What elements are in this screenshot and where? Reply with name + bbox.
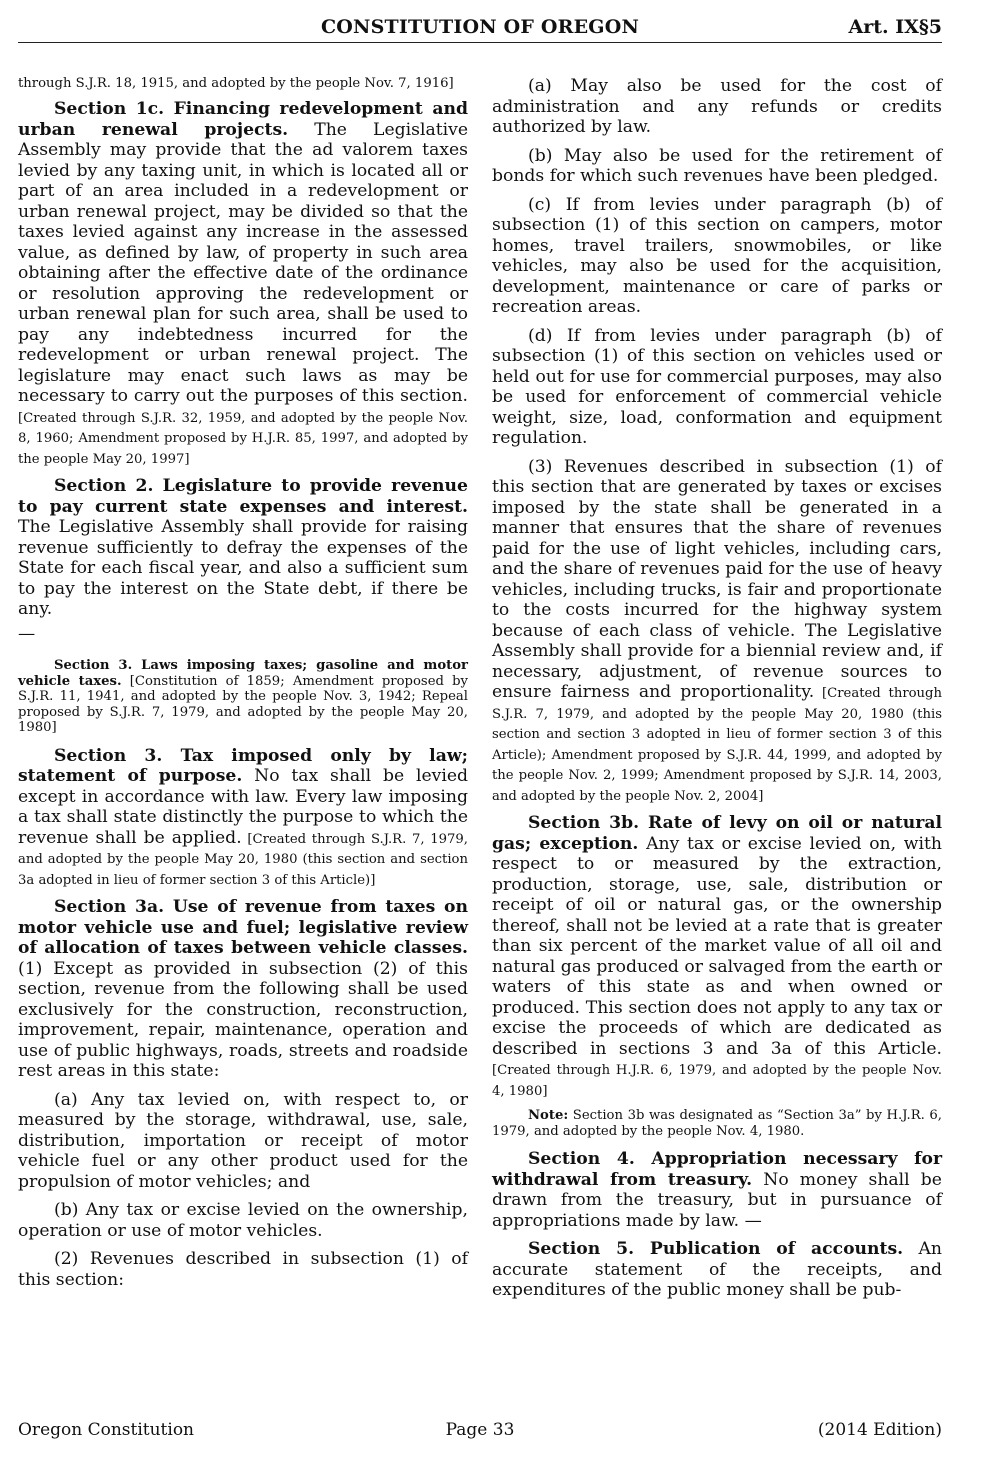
- section-5-text: An accurate statement of the receipts, and expenditures of the public money shall be pub-: [492, 1239, 942, 1300]
- section-4: [492, 1149, 942, 1231]
- right-column: [492, 76, 942, 1309]
- section-5: [492, 1239, 942, 1301]
- citation-text: through S.J.R. 18, 1915, and adopted by the people Nov. 7, 1916]: [18, 76, 454, 91]
- section-1c-text: The Legislative Assembly may provide that the ad valorem taxes levied by any taxing unit, in which is located all or part of an area included in a redevelopment or urban renewal project, may be divided so that the taxes levied against any increase in the assessed value, as defined by law, of property in such area obtaining after the effective date of the ordinance or resolution approving the redevelopment or urban renewal plan for such area, shall be used to pay any indebtedness incurred for the redevelopment or urban renewal project. The legislature may enact such laws as may be necessary to carry out the purposes of this section.: [18, 119, 468, 406]
- subsection-2-paragraph-a: (a) May also be used for the cost of administration and any refunds or credits authorized by law.: [492, 76, 942, 137]
- section-1c-citation: [Created through S.J.R. 32, 1959, and adopted by the people Nov. 8, 1960; Amendment proposed by H.J.R. 85, 1997, and adopted by the people May 20, 1997]: [18, 410, 468, 467]
- note-label: Note:: [528, 1108, 569, 1123]
- section-3a-paragraph-a: (a) Any tax levied on, with respect to, or measured by the storage, withdrawal, use, sale, distribution, importation or receipt of motor vehicle fuel or any other product used for the propulsion of motor vehicles; and: [18, 1089, 468, 1192]
- section-3: [18, 746, 468, 890]
- section-3a-heading: Section 3a. Use of revenue from taxes on motor vehicle use and fuel; legislative review of allocation of taxes between vehicle classes.: [18, 897, 468, 958]
- subsection-2-paragraph-c: (c) If from levies under paragraph (b) of subsection (1) of this section on campers, motor homes, travel trailers, snowmobiles, or like vehicles, may also be used for the acquisition, development, maintenance or care of parks or recreation areas.: [492, 194, 942, 317]
- section-4-heading: Section 4. Appropriation necessary for withdrawal from treasury.: [492, 1149, 942, 1190]
- section-3b-heading: Section 3b. Rate of levy on oil or natural gas; exception.: [492, 813, 942, 854]
- section-3-repealed-text: [Constitution of 1859; Amendment proposed by S.J.R. 11, 1941, and adopted by the people Nov. 3, 1942; Repeal proposed by S.J.R. 7, 1979, and adopted by the people May 20, 1980]: [18, 673, 469, 735]
- page-number: Page 33: [445, 1420, 515, 1440]
- section-2-text: The Legislative Assembly shall provide for raising revenue sufficiently to defray the expenses of the State for each fiscal year, and also a sufficient sum to pay the interest on the State debt, if there be any.: [18, 517, 468, 619]
- note: [492, 1108, 942, 1139]
- section-2-dash: —: [18, 623, 36, 644]
- section-5-heading: Section 5. Publication of accounts.: [528, 1239, 904, 1259]
- subsection-2-paragraph-b: (b) May also be used for the retirement of bonds for which such revenues have been pledged.: [492, 145, 942, 186]
- section-3a-paragraph-b: (b) Any tax or excise levied on the ownership, operation or use of motor vehicles.: [18, 1200, 468, 1241]
- section-3a-subsection-2: (2) Revenues described in subsection (1) of this section:: [18, 1249, 468, 1290]
- section-4-text: No money shall be drawn from the treasury, but in pursuance of appropriations made by law. —: [492, 1169, 942, 1231]
- section-3b-citation: [Created through H.J.R. 6, 1979, and adopted by the people Nov. 4, 1980]: [492, 1063, 942, 1099]
- continued-citation: [18, 76, 468, 91]
- section-3-repealed-heading: Section 3. Laws imposing taxes; gasoline and motor vehicle taxes.: [18, 658, 468, 689]
- footer-edition: (2014 Edition): [817, 1420, 942, 1440]
- section-2: [18, 476, 468, 620]
- section-3b-text: Any tax or excise levied on, with respect to or measured by the extraction, production, storage, use, sale, distribution or receipt of oil or natural gas, or the ownership thereof, shall not be levied at a rate that is greater than six percent of the market value of all oil and natural gas produced or salvaged from the earth or waters of this state as and when owned or produced. This section does not apply to any tax or excise the proceeds of which are dedicated as described in sections 3 and 3a of this Article.: [492, 833, 942, 1059]
- section-3b: [492, 813, 942, 1100]
- subsection-2-paragraph-d: (d) If from levies under paragraph (b) of subsection (1) of this section on vehicles used or held out for use for commercial purposes, may also be used for enforcement of commercial vehicle weight, size, load, conformation and equipment regulation.: [492, 325, 942, 448]
- section-3a-subsection-3: [492, 457, 942, 806]
- section-3-text: No tax shall be levied except in accordance with law. Every law imposing a tax shall state distinctly the purpose to which the revenue shall be applied.: [18, 766, 469, 848]
- section-3-heading: Section 3. Tax imposed only by law; statement of purpose.: [18, 745, 468, 786]
- page-footer: [18, 1420, 942, 1444]
- note-text: Section 3b was designated as “Section 3a” by H.J.R. 6, 1979, and adopted by the people Nov. 4, 1980.: [492, 1108, 942, 1139]
- section-3-citation: [Created through S.J.R. 7, 1979, and adopted by the people May 20, 1980 (this section and section 3a adopted in lieu of former section 3 of this Article)]: [18, 831, 468, 888]
- section-3a: [18, 897, 468, 1082]
- section-1c: [18, 99, 468, 468]
- section-2-heading: Section 2. Legislature to provide revenue to pay current state expenses and interest.: [18, 476, 468, 517]
- section-3-repealed: [18, 658, 468, 736]
- article-reference: Art. IX§5: [848, 16, 942, 38]
- left-column: [18, 76, 468, 1298]
- page-header: [18, 14, 942, 43]
- running-title: CONSTITUTION OF OREGON: [320, 16, 640, 38]
- subsection-3-citation: [Created through S.J.R. 7, 1979, and adopted by the people May 20, 1980 (this section and section 3 adopted in lieu of former section 3 of this Article); Amendment proposed by S.J.R. 44, 1999, and adopted by the people Nov. 2, 1999; Amendment proposed by S.J.R. 14, 2003, and adopted by the people Nov. 2, 2004]: [492, 686, 942, 804]
- footer-publication: Oregon Constitution: [18, 1420, 195, 1440]
- section-3a-text: (1) Except as provided in subsection (2) of this section, revenue from the following shall be used exclusively for the construction, reconstruction, improvement, repair, maintenance, operation and use of public highways, roads, streets and roadside rest areas in this state:: [18, 958, 468, 1081]
- section-1c-heading: Section 1c. Financing redevelopment and urban renewal projects.: [18, 99, 468, 140]
- subsection-3-text: (3) Revenues described in subsection (1) of this section that are generated by taxes or excises imposed by the state shall be generated in a manner that ensures that the share of revenues paid for the use of light vehicles, including cars, and the share of revenues paid for the use of heavy vehicles, including trucks, is fair and proportionate to the costs incurred for the highway system because of each class of vehicle. The Legislative Assembly shall provide for a biennial review and, if necessary, adjustment, of revenue sources to ensure fairness and proportionality.: [492, 456, 942, 702]
